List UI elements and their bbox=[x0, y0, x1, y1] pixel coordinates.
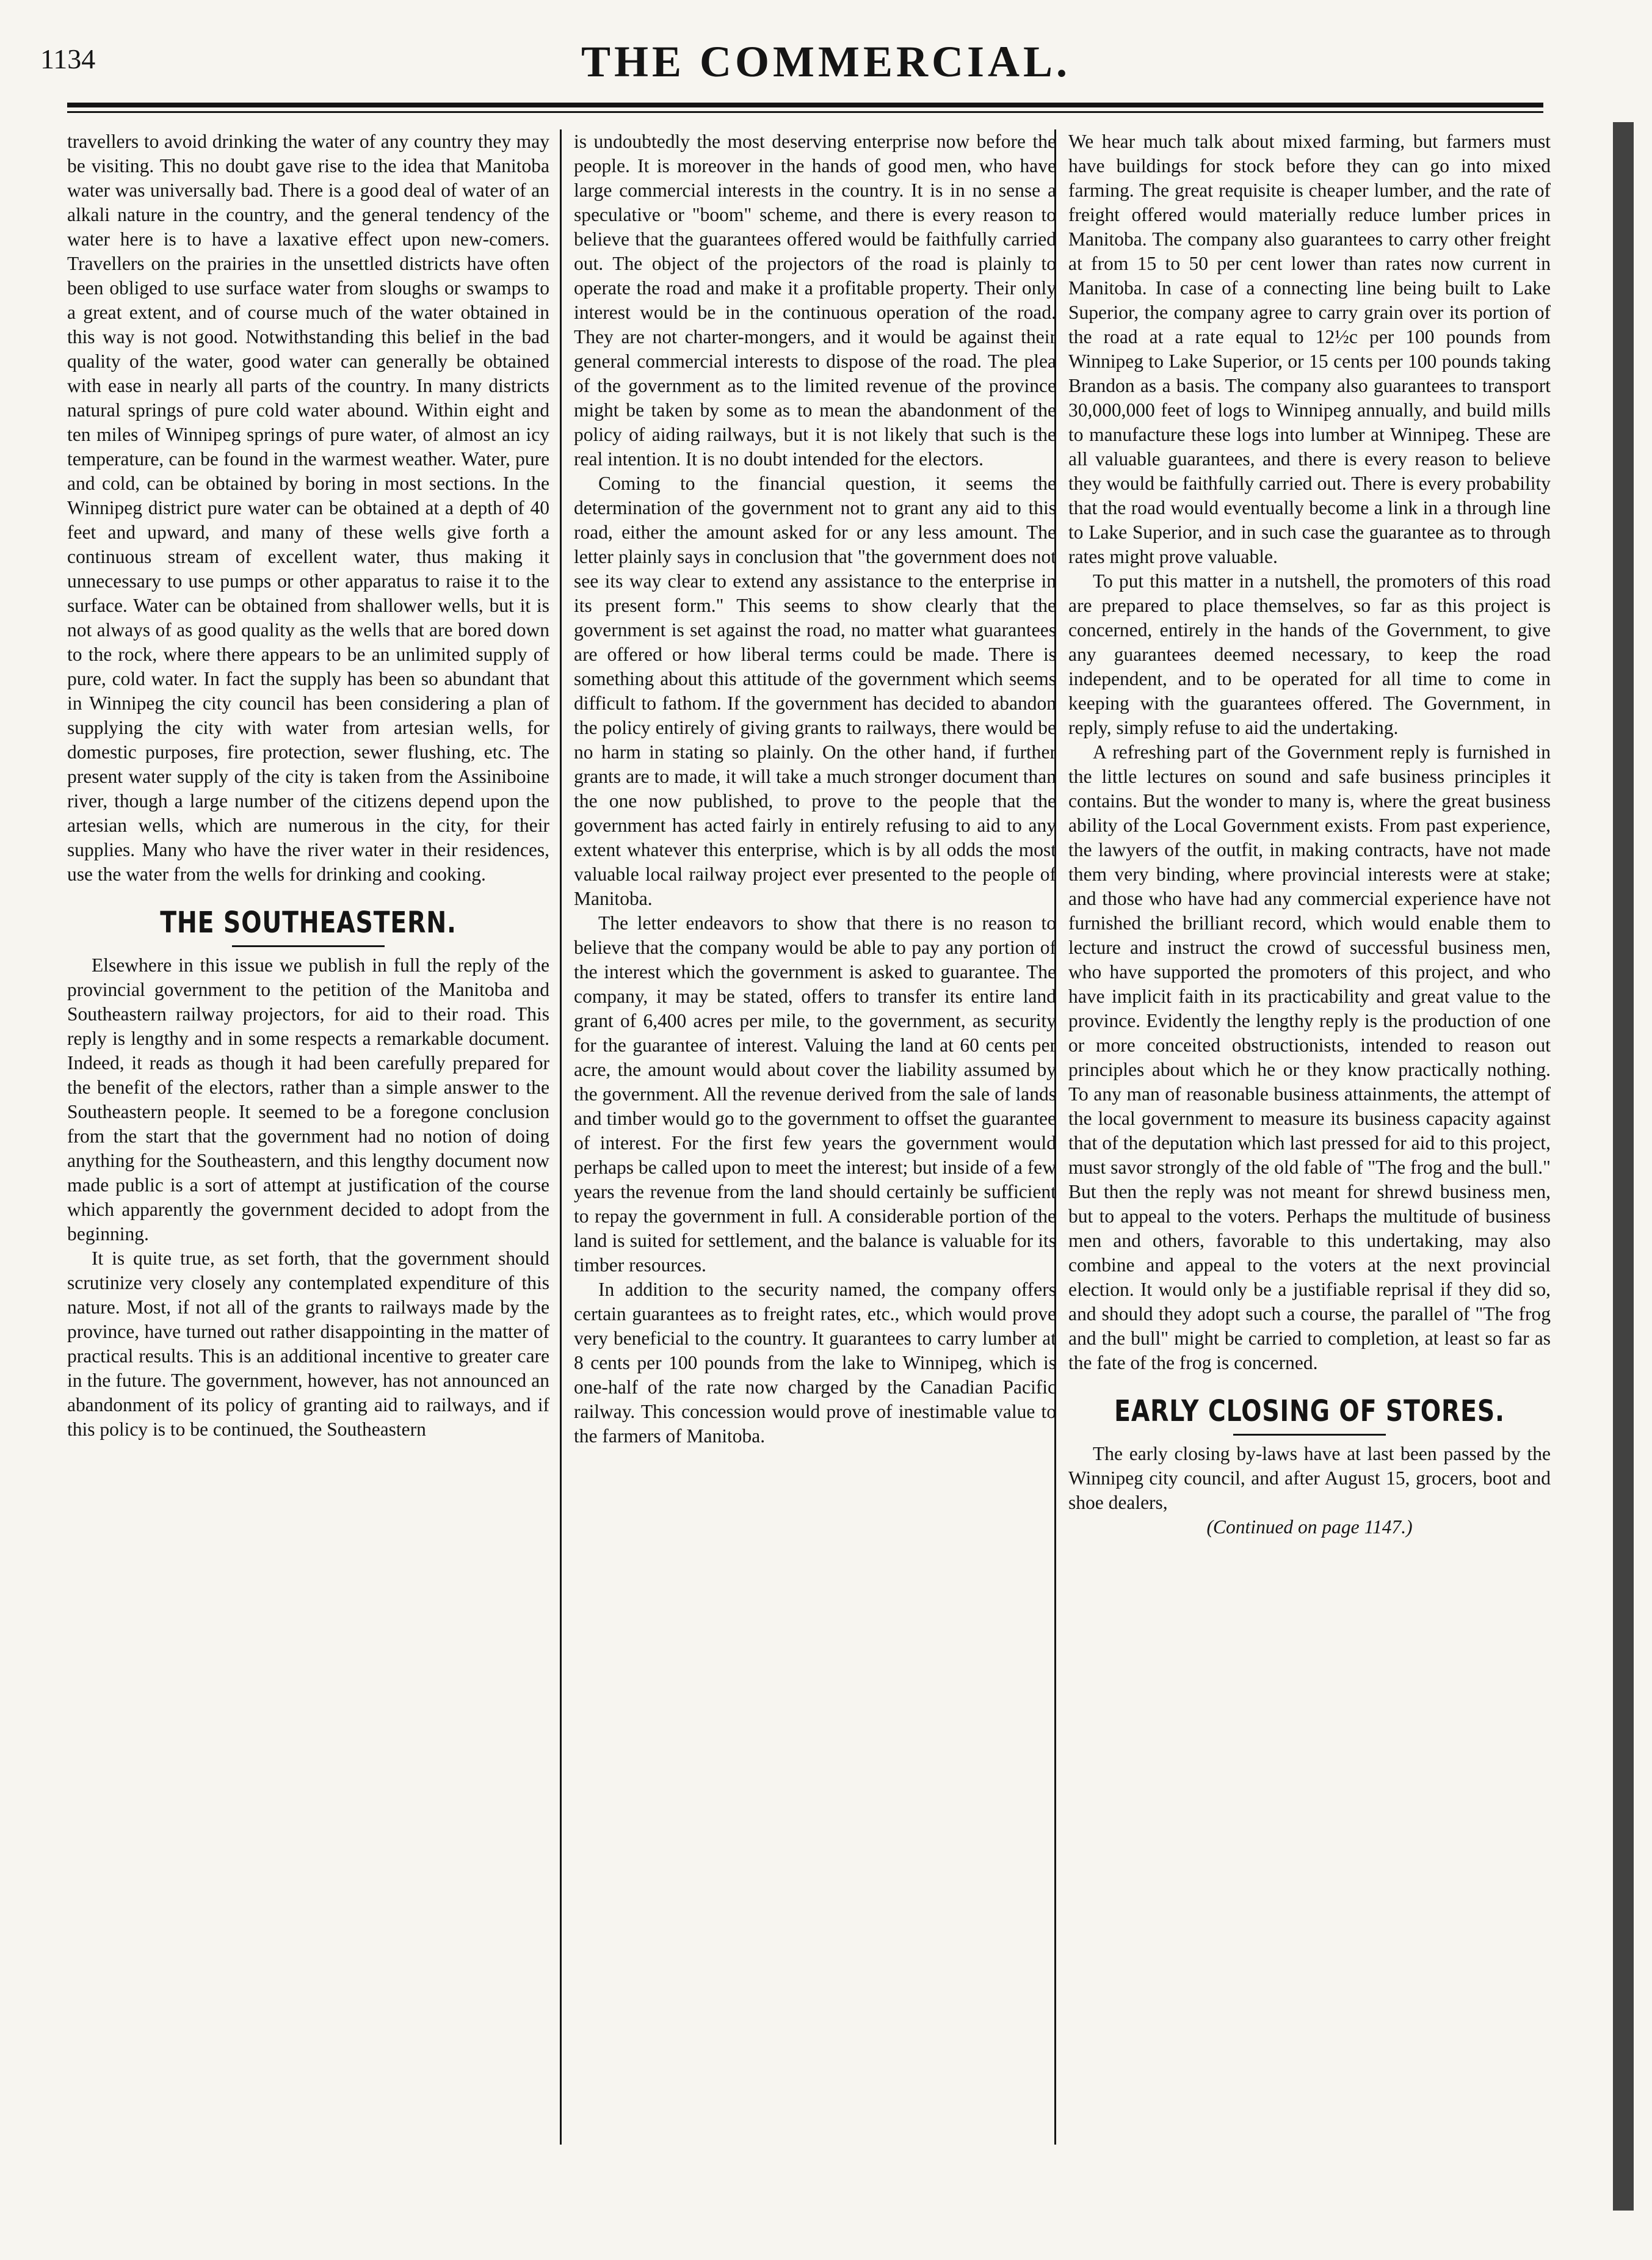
headline-rule bbox=[232, 945, 385, 947]
headline-rule bbox=[1233, 1434, 1386, 1436]
article-paragraph: The early closing by-laws have at last been passed by the Winnipeg city council, and after August 15, grocers, boot and shoe dealers, bbox=[1068, 1443, 1551, 1513]
article-paragraph: The letter endeavors to show that there is no reason to believe that the company would be able to pay any portion of the interest which the government is asked to guarantee. The company, it may be stated, offers to transfer its entire land grant of 6,400 acres per mile, to the government, as security for the guarantee of interest. Valuing the land at 60 cents per acre, the amount would about cover the liability assumed by the government. All the revenue derived from the sale of lands and timber would go to the government to offset the guarantee of interest. For the first few years the government would perhaps be called upon to meet the interest; but inside of a few years the revenue from the land should certainly be sufficient to repay the government in full. A considerable portion of the land is suited for settlement, and the balance is valuable for its timber resources. bbox=[574, 912, 1056, 1276]
masthead-rule bbox=[67, 103, 1543, 107]
article-paragraph: It is quite true, as set forth, that the government should scrutinize very closely any contemplated expenditure of this nature. Most, if not all of the grants to railways made by the province, have turned out rather disappointing in the matter of practical results. This is an additional incentive to greater care in the future. The government, however, has not announced an abandonment of its policy of granting aid to railways, and if this policy is to be continued, the Southeastern bbox=[67, 1248, 549, 1440]
page-number: 1134 bbox=[40, 43, 96, 74]
headline-early-closing: EARLY CLOSING OF STORES. bbox=[1114, 1394, 1505, 1428]
article-paragraph: Coming to the financial question, it seems the determination of the government not to grant any aid to this road, either the amount asked for or any less amount. The letter plainly says in conclusion that "the government does not see its way clear to extend any assistance to the enterprise in its present form." This seems to show clearly that the government is set against the road, no matter what guarantees are offered or how liberal terms could be made. There is something about this attitude of the government which seems difficult to fathom. If the government has decided to abandon the policy entirely of giving grants to railways, there would be no harm in stating so plainly. On the other hand, if further grants are to made, it will take a much stronger document than the one now published, to prove to the people that the government has acted fairly in entirely refusing to aid to any extent whatever this enterprise, which is by all odds the most valuable local railway project ever presented to the people of Manitoba. bbox=[574, 473, 1056, 909]
article-paragraph: We hear much talk about mixed farming, but farmers must have buildings for stock before they can go into mixed farming. The great requisite is cheaper lumber, and the rate of freight offered would materially reduce lumber prices in Manitoba. The company also guarantees to carry other freight at from 15 to 50 per cent lower than rates now current in Manitoba. In case of a connecting line being built to Lake Superior, the company agree to carry grain over its portion of the road at a rate equal to 12½c per 100 pounds from Winnipeg to Lake Superior, or 15 cents per 100 pounds taking Brandon as a basis. The company also guarantees to transport 30,000,000 feet of logs to Winnipeg annually, and build mills to manufacture these logs into lumber at Winnipeg. These are all valuable guarantees, and there is every reason to believe they would be faithfully carried out. There is every probability that the road would eventually become a link in a through line to Lake Superior, and in such case the guarantee as to through rates might prove valuable. bbox=[1068, 131, 1551, 567]
masthead-rule-thin bbox=[67, 111, 1543, 113]
article-paragraph: is undoubtedly the most deserving enterprise now before the people. It is moreover in the hands of good men, who have large commercial interests in the country. It is in no sense a speculative or "boom" scheme, and there is every reason to believe that the guarantees offered would be faithfully carried out. The object of the projectors of the road is plainly to operate the road and make it a profitable property. Their only interest would be in the continuous operation of the road. They are not charter-mongers, and it would be against their general commercial interests to dispose of the road. The plea of the government as to the limited revenue of the province might be taken by some as to mean the abandonment of the policy of aiding railways, but it is not likely that such is the real intention. It is no doubt intended for the electors. bbox=[574, 131, 1056, 470]
masthead-title: THE COMMERCIAL. bbox=[581, 37, 1071, 86]
column-1 bbox=[67, 129, 549, 1442]
continued-note: (Continued on page 1147.) bbox=[1206, 1516, 1413, 1538]
column-divider bbox=[560, 129, 562, 2145]
article-paragraph: travellers to avoid drinking the water of any country they may be visiting. This no doubt gave rise to the idea that Manitoba water was universally bad. There is a good deal of water of an alkali nature in the country, and the general tendency of the water here is to have a laxative effect upon new-comers. Travellers on the prairies in the unsettled districts have often been obliged to use surface water from sloughs or swamps to a great extent, and of course much of the water obtained in this way is not good. Notwithstanding this belief in the bad quality of the water, good water can generally be obtained with ease in nearly all parts of the country. In many districts natural springs of pure cold water abound. Within eight and ten miles of Winnipeg springs of pure water, of almost an icy temperature, can be found in the warmest weather. Water, pure and cold, can be obtained by boring in most sections. In the Winnipeg district pure water can be obtained at a depth of 40 feet and upward, and many of these wells give forth a continuous stream of excellent water, thus making it unnecessary to use pumps or other apparatus to raise it to the surface. Water can be obtained from shallower wells, but it is not always of as good quality as the wells that are bored down to the rock, where there appears to be an unlimited supply of pure, cold water. In fact the supply has been so abundant that in Winnipeg the city council has been considering a plan of supplying the city with water from artesian wells, for domestic purposes, fire protection, sewer flushing, etc. The present water supply of the city is taken from the Assiniboine river, though a large number of the citizens depend upon the artesian wells, which are numerous in the city, for their supplies. Many who have the river water in their residences, use the water from the wells for drinking and cooking. bbox=[67, 131, 549, 885]
column-2 bbox=[574, 129, 1056, 1448]
article-paragraph: Elsewhere in this issue we publish in full the reply of the provincial government to the petition of the Manitoba and Southeastern railway projectors, for aid to their road. This reply is lengthy and in some respects a remarkable document. Indeed, it reads as though it had been carefully prepared for the benefit of the electors, rather than a simple answer to the Southeastern people. It seemed to be a foregone conclusion from the start that the government had no notion of doing anything for the Southeastern, and this lengthy document now made public is a sort of attempt at justification of the course which apparently the government decided to adopt from the beginning. bbox=[67, 954, 549, 1244]
article-paragraph: A refreshing part of the Government reply is furnished in the little lectures on sound and safe business principles it contains. But the wonder to many is, where the great business ability of the Local Government exists. From past experience, the lawyers of the outfit, in making contracts, have not made them very binding, where provincial interests were at stake; and those who have had any commercial experience have not furnished the brilliant record, which would enable them to lecture and instruct the crowd of successful business men, who have supported the promoters of this project, and who have implicit faith in its practicability and great value to the province. Evidently the lengthy reply is the production of one or more conceited obstructionists, intended to reason out principles about which he or they know practically nothing. To any man of reasonable business attainments, the attempt of the local government to measure its business capacity against that of the deputation which last pressed for aid to this project, must savor strongly of the old fable of "The frog and the bull." But then the reply was not meant for shrewd business men, but to appeal to the voters. Perhaps the multitude of business men and others, favorable to this undertaking, may also combine and appeal to the voters at the next provincial election. It would only be a justifiable reprisal if they did so, and should they adopt such a course, the parallel of "The frog and the bull" might be carried to completion, at least so far as the fate of the frog is concerned. bbox=[1068, 741, 1551, 1373]
page-edge-shadow bbox=[1613, 122, 1634, 2211]
article-paragraph: In addition to the security named, the company offers certain guarantees as to freight rates, etc., which would prove very beneficial to the country. It guarantees to carry lumber at 8 cents per 100 pounds from the lake to Winnipeg, which is one-half of the rate now charged by the Canadian Pacific railway. This concession would prove of inestimable value to the farmers of Manitoba. bbox=[574, 1279, 1056, 1447]
article-paragraph: To put this matter in a nutshell, the promoters of this road are prepared to place themselves, so far as this project is concerned, entirely in the hands of the Government, to give any guarantees deemed necessary, to keep the road independent, and to be operated for all time to come in keeping with the guarantees offered. The Government, in reply, simply refuse to aid the undertaking. bbox=[1068, 570, 1551, 738]
column-3 bbox=[1068, 129, 1551, 1539]
headline-southeastern: THE SOUTHEASTERN. bbox=[160, 906, 457, 940]
